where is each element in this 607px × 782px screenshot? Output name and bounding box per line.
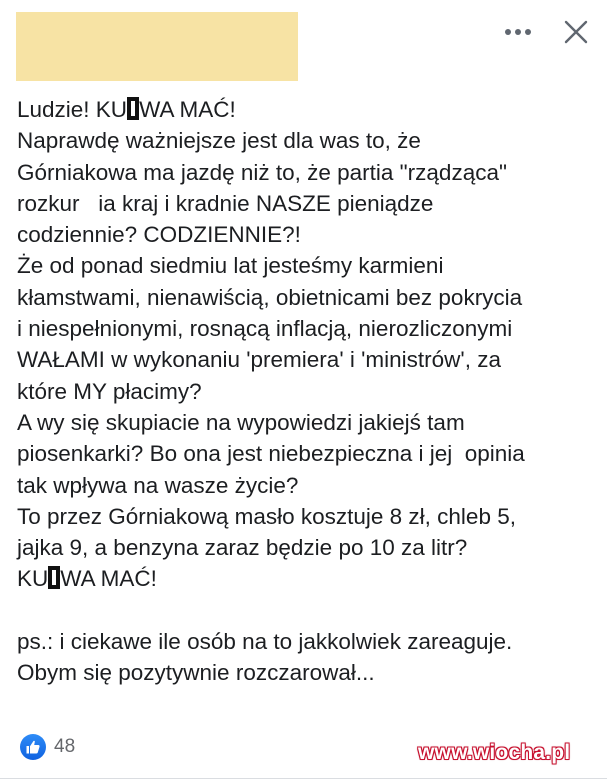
more-horizontal-icon [504,28,532,36]
post-line: kłamstwami, nienawiścią, obietnicami bez pokrycia [17,284,523,310]
watermark: www.wiocha.pl [418,741,571,764]
post-line-part: KU [17,566,49,592]
post-line-part: WA MAĆ! [60,566,157,592]
post-line [17,94,597,125]
close-button[interactable] [558,14,594,50]
post-line: które MY płacimy? [17,378,202,404]
like-icon [20,734,46,760]
post-line: jajka 9, a benzyna zaraz będzie po 10 za litr? [17,535,468,561]
post-line: piosenkarki? Bo ona jest niebezpieczna i jej opinia [17,441,525,467]
post-line: ps.: i ciekawe ile osób na to jakkolwiek zareaguje. [17,629,513,655]
post-line [17,563,597,594]
redacted-author-info [16,12,298,81]
censor-box [48,566,60,589]
post-line: tak wpływa na wasze życie? [17,472,299,498]
post-line: rozkur ia kraj i kradnie NASZE pieniądze [17,190,434,216]
censor-box [127,97,139,120]
post-line: Że od ponad siedmiu lat jesteśmy karmieni [17,253,444,279]
post-line: Górniakowa ma jazdę niż to, że partia "rządząca" [17,159,507,185]
post-line: WAŁAMI w wykonaniu 'premiera' i 'ministrów', za [17,347,501,373]
more-options-button[interactable] [498,18,538,46]
post-body [17,94,597,689]
post-line [17,595,597,626]
close-icon [564,20,588,44]
post-line-part: WA MAĆ! [139,97,236,122]
post-line: codziennie? CODZIENNIE?! [17,222,301,248]
post-line: A wy się skupiacie na wypowiedzi jakiejś tam [17,409,465,435]
post-line: To przez Górniakową masło kosztuje 8 zł, chleb 5, [17,503,516,529]
reaction-count: 48 [54,736,76,757]
post-line: Naprawdę ważniejsze jest dla was to, że [17,128,421,154]
post-line-part: Ludzie! KU [17,97,128,122]
reactions-summary[interactable] [20,734,75,760]
divider [0,778,607,779]
post-line: i niespełnionymi, rosnącą inflacją, nierozliczonymi [17,316,513,342]
post-line: Obym się pozytywnie rozczarował... [17,660,375,686]
